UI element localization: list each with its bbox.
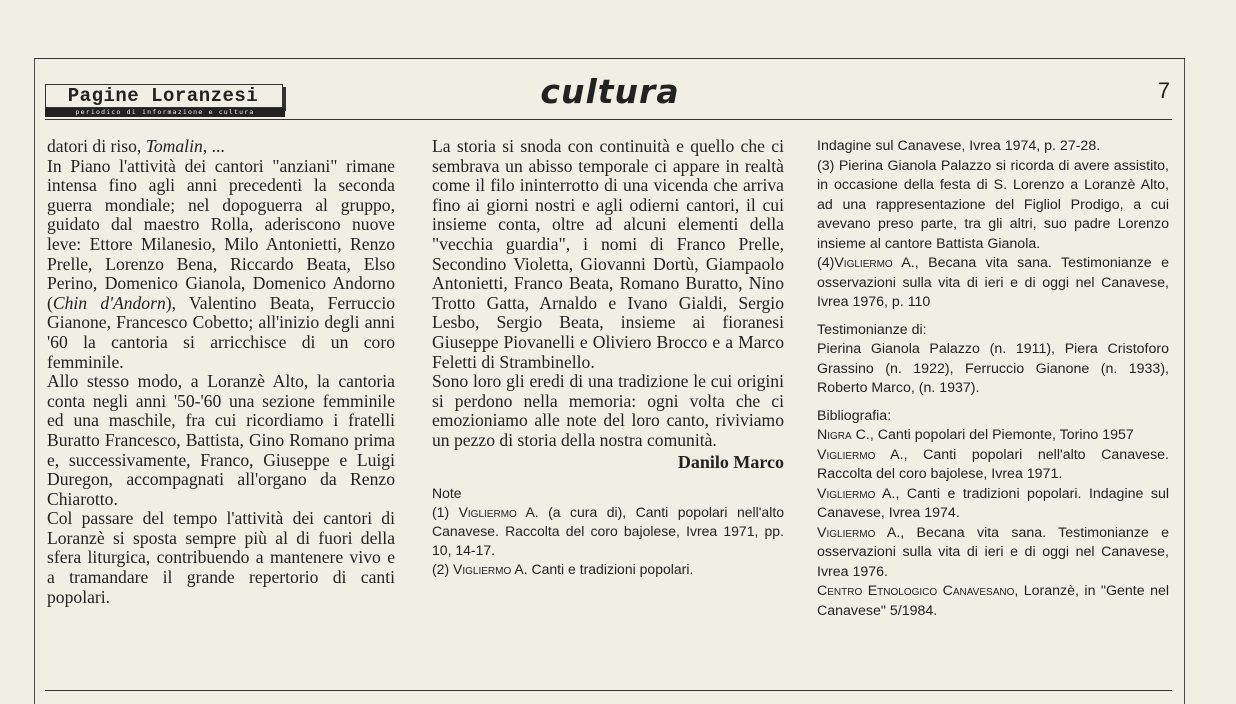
- bib-author: Nigra: [817, 427, 852, 443]
- notes-section: [432, 484, 784, 579]
- note-author: Vigliermo: [458, 504, 517, 521]
- paragraph: [47, 137, 395, 157]
- note-text: A. (a cura di), Canti popolari nell'alto Canavese. Raccolta del coro bajolese, Ivrea 1971, pp. 10, 14-17.: [432, 504, 784, 559]
- paragraph: La storia si snoda con continuità e quello che ci sembrava un abisso temporale ci appare in realtà come il filo ininterrotto di una vicenda che arriva fino ai giorni nostri e agli odierni cantori, il cui insieme conta, oltre ad alcuni elementi della "vecchia guardia", i nomi di Franco Prelle, Secondino Violetta, Giovanni Dortù, Giampaolo Antonietti, Franco Beata, Romano Buratto, Nino Trotto Gatta, Arnaldo e Ivano Gialdi, Sergio Lesbo, Sergio Beata, insieme ai fioranesi Giuseppe Piovanelli e Oliviero Brocco e a Marco Feletti di Strambinello.: [432, 136, 784, 372]
- paragraph: Sono loro gli eredi di una tradizione le cui origini si perdono nella memoria: ogni volta che ci emozioniamo alle note del loro canto, riviviamo un pezzo di storia della nostra comunità.: [432, 371, 784, 450]
- article-column-2: [432, 137, 784, 579]
- footer-rule: [45, 690, 1172, 691]
- page-border-top: [34, 58, 1185, 59]
- bib-author: Centro Etnologico Canavesano: [817, 583, 1015, 599]
- bib-author: Vigliermo: [817, 485, 876, 502]
- masthead-title: Pagine Loranzesi: [67, 85, 259, 107]
- note-number: (2): [432, 561, 453, 578]
- note-number: (4): [817, 255, 835, 271]
- bib-text: , Loranzè, in "Gente nel Canavese" 5/1984.: [817, 583, 1169, 619]
- page-border-left: [34, 58, 35, 704]
- note-author: Vigliermo: [834, 255, 893, 271]
- bib-author: Vigliermo: [817, 446, 876, 463]
- article-column-3: [817, 137, 1169, 621]
- section-title: cultura: [540, 72, 680, 111]
- text: In Piano l'attività dei cantori "anziani" rimane intensa fino agli anni precedenti la seconda guerra mondiale; nel dopoguerra al gruppo, guidato dal maestro Rolla, aderiscono nuove leve: Ettore Milanesio, Milo Antonietti, Renzo Prelle, Lorenzo Bena, Riccardo Beata, Elso Perino, Domenico Gianola, Domenico Andorno (: [47, 155, 395, 313]
- page-number: 7: [1157, 78, 1170, 103]
- text: ), Valentino Beata, Ferruccio Gianone, Francesco Cobetto; all'inizio degli anni '60 la cantoria si arricchisce di un coro femminile.: [47, 292, 395, 372]
- page-border-right: [1184, 58, 1185, 704]
- masthead: [45, 84, 285, 118]
- text: , ...: [202, 136, 225, 156]
- testimonianze-heading: Testimonianze di:: [817, 321, 927, 338]
- note-author: Vigliermo: [453, 561, 512, 578]
- masthead-tagline: periodico di informazione e cultura: [45, 108, 285, 117]
- note-number: (1): [432, 504, 459, 521]
- paragraph: Col passare del tempo l'attività dei cantori di Loranzè si sposta sempre più al di fuori della sfera liturgica, contribuendo a mantenere vivo e a tramandare il grande repertorio di canti popolari.: [47, 508, 395, 607]
- bibliography-item: [817, 524, 1169, 583]
- notes-heading: Note: [432, 485, 462, 502]
- note-item: [432, 503, 784, 560]
- bib-text: A., Canti popolari nell'alto Canavese. Raccolta del coro bajolese, Ivrea 1971.: [817, 446, 1169, 482]
- article-column-1: [47, 137, 395, 607]
- bibliography-item: [817, 426, 1169, 446]
- italic-text: Chin d'Andorn: [52, 292, 166, 313]
- note-item: [817, 254, 1169, 313]
- bibliografia-heading: Bibliografia:: [817, 407, 892, 424]
- testimonianze-text: Pierina Gianola Palazzo (n. 1911), Piera Cristoforo Grassino (n. 1922), Ferruccio Gianone (n. 1933), Roberto Marco, (n. 1937).: [817, 341, 1169, 396]
- note-continuation: Indagine sul Canavese, Ivrea 1974, p. 27-28.: [817, 138, 1101, 154]
- bib-text: A., Canti e tradizioni popolari. Indagine sul Canavese, Ivrea 1974.: [817, 485, 1169, 521]
- italic-text: Tomalin: [145, 136, 203, 156]
- text: datori di riso,: [47, 136, 146, 156]
- note-item: (3) Pierina Gianola Palazzo si ricorda di avere assistito, in occasione della festa di S. Lorenzo a Loranzè Alto, ad una rappresentazione del Figliol Prodigo, a cui avevano preso parte, tra gli altri, suo padre Lorenzo insieme al cantore Battista Gianola.: [817, 157, 1169, 252]
- paragraph: Allo stesso modo, a Loranzè Alto, la cantoria conta negli anni '50-'60 una sezione femminile ed una maschile, fra cui ricordiamo i fratelli Buratto Francesco, Battista, Gino Romano prima e, successivamente, Franco, Giuseppe e Luigi Duregon, accompagnati all'organo da Renzo Chiarotto.: [47, 371, 395, 509]
- paragraph: [47, 157, 395, 373]
- header-rule: [45, 119, 1172, 120]
- note-item: [432, 560, 784, 579]
- bibliography-item: [817, 485, 1169, 524]
- note-text: A., Becana vita sana. Testimonianze e osservazioni sulla vita di ieri e di oggi nel Canavese, Ivrea 1976, p. 110: [817, 255, 1169, 310]
- author-signature: Danilo Marco: [677, 451, 784, 472]
- bibliography-item: [817, 582, 1169, 621]
- bib-author: Vigliermo: [817, 524, 876, 541]
- bibliography-item: [817, 446, 1169, 485]
- bib-text: A., Becana vita sana. Testimonianze e osservazioni sulla vita di ieri e di oggi nel Canavese, Ivrea 1976.: [817, 524, 1169, 580]
- bib-text: C., Canti popolari del Piemonte, Torino 1957: [851, 427, 1134, 443]
- note-text: A. Canti e tradizioni popolari.: [511, 561, 694, 578]
